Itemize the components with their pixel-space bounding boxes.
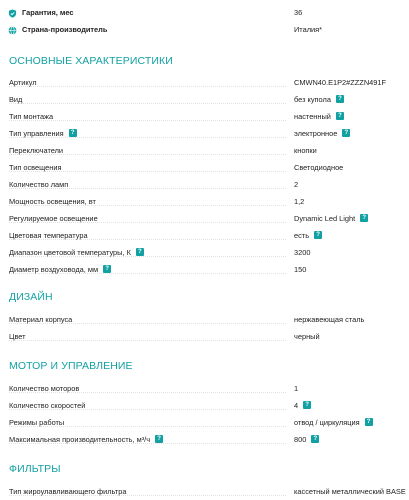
spec-row	[0, 92, 409, 108]
spec-label: Мощность освещения, вт	[9, 197, 96, 206]
row-divider	[9, 86, 286, 87]
spec-label: Цвет	[9, 332, 26, 341]
spec-value: 2	[294, 180, 299, 189]
help-icon[interactable]: ?	[155, 435, 163, 443]
section-title-main: ОСНОВНЫЕ ХАРАКТЕРИСТИКИ	[9, 55, 173, 67]
spec-value: 1,2	[294, 197, 305, 206]
spec-row	[0, 381, 409, 397]
help-icon[interactable]: ?	[336, 95, 344, 103]
spec-row	[0, 415, 409, 431]
spec-label: Тип монтажа	[9, 112, 54, 121]
spec-label: Диаметр воздуховода, мм ?	[9, 262, 111, 278]
spec-label: Регулируемое освещение	[9, 214, 98, 223]
spec-row	[0, 177, 409, 193]
spec-value: 150	[294, 265, 307, 274]
spec-value: без купола ?	[294, 92, 344, 108]
spec-value: CMWN40.E1P2#ZZZN491F	[294, 78, 386, 87]
spec-label: Гарантия, мес	[22, 8, 74, 17]
spec-row	[0, 228, 409, 244]
spec-value: 36	[294, 8, 303, 17]
spec-label: Переключатели	[9, 146, 64, 155]
spec-value: 4 ?	[294, 398, 311, 414]
spec-label: Страна-производитель	[22, 25, 108, 34]
spec-row	[0, 329, 409, 345]
spec-label: Количество моторов	[9, 384, 80, 393]
spec-label: Материал корпуса	[9, 315, 73, 324]
spec-value: нержавеющая сталь	[294, 315, 365, 324]
spec-value: Dynamic Led Light ?	[294, 211, 368, 227]
spec-row	[0, 432, 409, 448]
shield-icon	[8, 9, 17, 18]
spec-label: Цветовая температура	[9, 231, 88, 240]
spec-value: черный	[294, 332, 320, 341]
spec-row	[0, 398, 409, 414]
spec-value: 1	[294, 384, 299, 393]
spec-label: Артикул	[9, 78, 37, 87]
section-title-filters: ФИЛЬТРЫ	[9, 463, 61, 475]
spec-label: Максимальная производительность, м³/ч ?	[9, 432, 163, 448]
spec-label: Количество скоростей	[9, 401, 86, 410]
section-title-motor: МОТОР И УПРАВЛЕНИЕ	[9, 360, 133, 372]
spec-label: Тип управления ?	[9, 126, 77, 142]
spec-row-country	[0, 22, 409, 38]
spec-value: 3200	[294, 248, 311, 257]
spec-label: Диапазон цветовой температуры, К ?	[9, 245, 144, 261]
spec-row	[0, 75, 409, 91]
spec-value: кассетный металлический BASE	[294, 487, 406, 496]
spec-label: Количество ламп	[9, 180, 69, 189]
help-icon[interactable]: ?	[342, 129, 350, 137]
spec-row	[0, 109, 409, 125]
spec-label: Вид	[9, 95, 23, 104]
spec-value: кнопки	[294, 146, 317, 155]
spec-value: есть ?	[294, 228, 322, 244]
spec-label: Режимы работы	[9, 418, 65, 427]
row-divider	[9, 103, 286, 104]
spec-row	[0, 245, 409, 261]
spec-row	[0, 160, 409, 176]
spec-row	[0, 262, 409, 278]
help-icon[interactable]: ?	[69, 129, 77, 137]
spec-value: 800 ?	[294, 432, 319, 448]
help-icon[interactable]: ?	[365, 418, 373, 426]
spec-value: отвод / циркуляция ?	[294, 415, 373, 431]
spec-value: настенный ?	[294, 109, 344, 125]
spec-row	[0, 484, 409, 500]
spec-row	[0, 211, 409, 227]
globe-icon	[8, 26, 17, 35]
help-icon[interactable]: ?	[103, 265, 111, 273]
spec-row	[0, 312, 409, 328]
spec-row-warranty	[0, 5, 409, 21]
spec-value: Светодиодное	[294, 163, 344, 172]
spec-label: Тип жироулавливающего фильтра	[9, 487, 127, 496]
help-icon[interactable]: ?	[311, 435, 319, 443]
section-title-design: ДИЗАЙН	[9, 291, 53, 303]
spec-row	[0, 194, 409, 210]
spec-value: Италия*	[294, 25, 323, 34]
row-divider	[9, 340, 286, 341]
help-icon[interactable]: ?	[336, 112, 344, 120]
help-icon[interactable]: ?	[136, 248, 144, 256]
help-icon[interactable]: ?	[303, 401, 311, 409]
spec-label: Тип освещения	[9, 163, 62, 172]
spec-value: электронное ?	[294, 126, 350, 142]
help-icon[interactable]: ?	[314, 231, 322, 239]
spec-row	[0, 143, 409, 159]
help-icon[interactable]: ?	[360, 214, 368, 222]
spec-row	[0, 126, 409, 142]
